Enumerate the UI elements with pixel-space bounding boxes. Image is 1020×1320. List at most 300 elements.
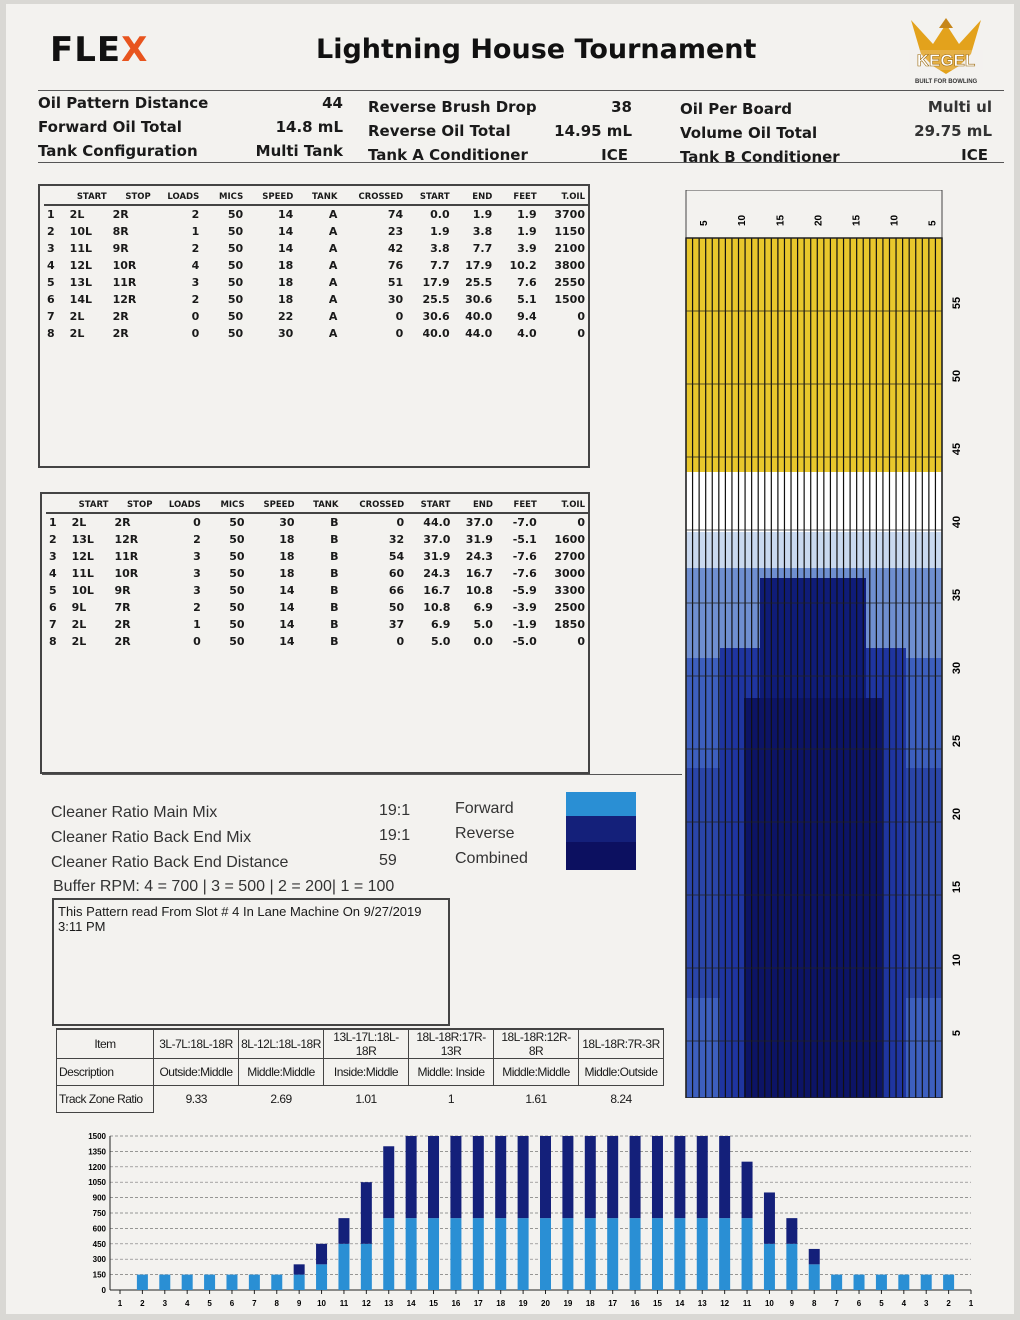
reverse-swatch	[566, 816, 636, 842]
bar-segment-reverse	[540, 1136, 551, 1218]
load-cell: 25.5	[465, 276, 493, 289]
track-zone-cell: Middle: Inside	[409, 1059, 494, 1086]
track-zone-row	[57, 1029, 664, 1059]
load-cell: 0	[396, 516, 405, 529]
load-cell: 40.0	[465, 310, 493, 323]
track-zone-cell: Middle:Outside	[579, 1059, 664, 1086]
load-cell: 31.9	[465, 533, 493, 546]
load-cell: 0	[395, 310, 404, 323]
load-row	[44, 325, 588, 342]
cleaner-value: 59	[379, 852, 397, 869]
load-cell: B	[330, 635, 339, 648]
load-cell: 17.9	[422, 276, 450, 289]
x-tick-label: 5	[879, 1299, 884, 1308]
load-row	[46, 531, 588, 548]
x-tick-label: 14	[406, 1299, 416, 1308]
header-divider	[38, 90, 1004, 91]
load-cell: 50	[227, 259, 244, 272]
bar-segment-forward	[182, 1275, 193, 1290]
bar-segment-reverse	[361, 1182, 372, 1244]
load-cell: -5.1	[512, 533, 537, 546]
load-cell: 5	[49, 584, 57, 597]
legend-label: Forward	[455, 800, 514, 817]
x-tick-label: 16	[451, 1299, 461, 1308]
bar-segment-forward	[361, 1244, 372, 1290]
distance-label: 15	[951, 880, 963, 894]
load-cell: 4	[47, 259, 55, 272]
load-cell: 22	[277, 310, 294, 323]
load-cell: 9.4	[517, 310, 537, 323]
bar-segment-forward	[652, 1218, 663, 1290]
load-cell: 2R	[114, 516, 131, 529]
svg-text:KEGEL: KEGEL	[916, 51, 976, 70]
param-value: ICE	[961, 146, 988, 164]
load-cell: 50	[227, 242, 244, 255]
pattern-note: This Pattern read From Slot # 4 In Lane Machine On 9/27/2019 3:11 PM	[52, 898, 450, 1026]
load-cell: 7.7	[472, 242, 493, 255]
load-cell: 0	[577, 516, 585, 529]
bar-segment-forward	[898, 1275, 909, 1290]
load-cell: 1	[191, 225, 200, 238]
load-cell: B	[330, 533, 339, 546]
bar-segment-forward	[159, 1275, 170, 1290]
x-tick-label: 8	[812, 1299, 817, 1308]
load-cell: 4.0	[517, 327, 537, 340]
x-tick-label: 11	[339, 1299, 349, 1308]
load-cell: 2	[191, 242, 200, 255]
load-cell: 8	[49, 635, 57, 648]
load-cell: 50	[229, 516, 245, 529]
load-cell: 3800	[554, 259, 585, 272]
load-cell: 3000	[554, 567, 585, 580]
load-cell: 0	[193, 516, 201, 529]
column-header: TANK	[296, 190, 340, 205]
bar-segment-forward	[854, 1275, 865, 1290]
load-cell: 2L	[71, 618, 87, 631]
x-tick-label: 19	[563, 1299, 573, 1308]
load-cell: 5.1	[517, 293, 537, 306]
param-label: Forward Oil Total	[38, 118, 182, 136]
load-cell: 14	[277, 208, 294, 221]
track-zone-cell: 2.69	[270, 1092, 292, 1107]
page-title: Lightning House Tournament	[316, 34, 757, 65]
bar-segment-reverse	[630, 1136, 641, 1218]
load-cell: 4	[49, 567, 57, 580]
board-label: 5	[927, 220, 939, 226]
load-cell: 3.8	[472, 225, 493, 238]
load-cell: 50	[229, 533, 245, 546]
load-cell: 54	[388, 550, 405, 563]
column-header: START	[67, 190, 110, 205]
bar-segment-forward	[876, 1275, 887, 1290]
load-cell: 44.0	[465, 327, 493, 340]
load-cell: 11R	[114, 550, 139, 563]
x-tick-label: 8	[274, 1299, 279, 1308]
load-cell: 2L	[69, 327, 85, 340]
load-cell: 0	[577, 327, 585, 340]
x-tick-label: 20	[541, 1299, 550, 1308]
load-cell: A	[328, 327, 338, 340]
combined-swatch	[566, 842, 636, 870]
distance-label: 30	[951, 661, 963, 675]
load-cell: 30.6	[465, 293, 493, 306]
x-tick-label: 6	[856, 1299, 862, 1308]
load-cell: 2R	[114, 635, 131, 648]
load-row	[44, 257, 588, 274]
load-cell: A	[328, 276, 338, 289]
load-cell: 14	[277, 225, 294, 238]
x-tick-label: 3	[162, 1299, 168, 1308]
load-cell: 6	[49, 601, 57, 614]
pattern-sheet	[6, 4, 1014, 1314]
x-tick-label: 12	[720, 1299, 730, 1308]
load-cell: 37.0	[465, 516, 493, 529]
bar-segment-reverse	[316, 1244, 327, 1265]
x-tick-label: 2	[140, 1299, 145, 1308]
bar-segment-forward	[674, 1218, 685, 1290]
distance-label: 45	[951, 442, 963, 456]
load-cell: 1.9	[517, 225, 537, 238]
bar-segment-reverse	[585, 1136, 596, 1218]
column-header	[44, 190, 67, 205]
load-cell: 12R	[112, 293, 137, 306]
column-header: LOADS	[154, 190, 202, 205]
load-cell: 50	[229, 635, 245, 648]
load-row	[46, 599, 588, 616]
load-cell: 25.5	[422, 293, 450, 306]
x-tick-label: 17	[608, 1299, 618, 1308]
bar-segment-forward	[294, 1275, 305, 1290]
load-cell: 9R	[114, 584, 131, 597]
track-zone-cell: 18L-18R:17R-13R	[409, 1029, 494, 1059]
y-tick-label: 750	[92, 1209, 106, 1218]
load-cell: 50	[227, 293, 244, 306]
load-cell: 2L	[69, 310, 85, 323]
load-cell: 16.7	[465, 567, 493, 580]
load-cell: 10L	[71, 584, 94, 597]
load-cell: 2500	[554, 601, 585, 614]
x-tick-label: 7	[834, 1299, 839, 1308]
load-cell: 3	[191, 276, 200, 289]
param-value: 44	[322, 94, 343, 112]
bar-segment-forward	[540, 1218, 551, 1290]
load-cell: 50	[229, 618, 245, 631]
distance-label: 35	[951, 588, 963, 602]
bar-segment-reverse	[742, 1162, 753, 1218]
load-cell: 30.6	[422, 310, 450, 323]
legend-label: Combined	[455, 850, 528, 867]
load-cell: B	[330, 516, 339, 529]
load-cell: 3.8	[430, 242, 450, 255]
load-cell: 50	[229, 601, 245, 614]
load-cell: 37.0	[423, 533, 451, 546]
load-cell: 18	[279, 533, 295, 546]
x-tick-label: 16	[630, 1299, 640, 1308]
y-tick-label: 300	[92, 1255, 106, 1265]
load-cell: -1.9	[512, 618, 537, 631]
x-tick-label: 15	[653, 1299, 662, 1308]
param-label: Oil Pattern Distance	[38, 94, 209, 112]
kegel-logo	[901, 14, 991, 92]
x-tick-label: 18	[496, 1299, 506, 1308]
x-tick-label: 2	[946, 1299, 951, 1308]
bar-segment-reverse	[764, 1192, 775, 1243]
distance-label: 10	[951, 953, 963, 967]
param-label: Reverse Oil Total	[368, 122, 511, 140]
bar-segment-reverse	[719, 1136, 730, 1218]
column-header: SPEED	[248, 498, 298, 513]
load-cell: 7	[47, 310, 55, 323]
load-cell: -7.6	[512, 567, 537, 580]
track-zone-cell: 13L-17L:18L-18R	[324, 1029, 409, 1059]
load-cell: 32	[388, 533, 405, 546]
track-zone-row	[57, 1059, 664, 1086]
load-cell: 11R	[112, 276, 137, 289]
load-cell: 8	[47, 327, 55, 340]
load-cell: 12L	[71, 550, 94, 563]
load-cell: 50	[388, 601, 405, 614]
bar-segment-forward	[316, 1264, 327, 1290]
track-zone-table	[56, 1028, 664, 1113]
param-label: Tank B Conditioner	[680, 148, 840, 166]
load-cell: 10.8	[465, 584, 493, 597]
load-cell: 31.9	[423, 550, 451, 563]
load-cell: 0	[191, 310, 200, 323]
forward-loads-table	[44, 190, 588, 342]
forward-only-zone	[686, 472, 942, 532]
cleaner-value: 19:1	[379, 802, 411, 819]
column-header: CROSSED	[342, 498, 408, 513]
kegel-tagline: BUILT FOR BOWLING	[915, 79, 978, 85]
param-label: Volume Oil Total	[680, 124, 818, 142]
bar-segment-forward	[450, 1218, 461, 1290]
load-row	[46, 513, 588, 531]
load-cell: 0	[396, 635, 405, 648]
bar-segment-forward	[428, 1218, 439, 1290]
param-value: 38	[611, 98, 632, 116]
load-row	[44, 274, 588, 291]
param-value: 14.8 mL	[275, 118, 343, 136]
bar-segment-forward	[809, 1264, 820, 1290]
board-label: 5	[699, 220, 711, 226]
x-tick-label: 10	[317, 1299, 327, 1308]
track-zone-cell: 8.24	[610, 1092, 632, 1107]
load-cell: 3	[47, 242, 55, 255]
load-cell: 76	[387, 259, 404, 272]
bar-segment-forward	[585, 1218, 596, 1290]
board-label: 15	[851, 214, 863, 226]
load-cell: 5	[47, 276, 55, 289]
y-tick-label: 600	[92, 1224, 106, 1234]
column-header: TANK	[298, 498, 342, 513]
load-cell: 2	[193, 533, 201, 546]
load-cell: 66	[388, 584, 405, 597]
x-tick-label: 18	[585, 1299, 595, 1308]
load-cell: 5.0	[430, 635, 451, 648]
bar-segment-reverse	[809, 1249, 820, 1264]
flex-logo: FLEX	[50, 30, 149, 70]
param-value: 14.95 mL	[554, 122, 632, 140]
reverse-loads-panel	[40, 492, 590, 774]
load-cell: 23	[387, 225, 404, 238]
load-cell: B	[330, 567, 339, 580]
load-cell: B	[330, 584, 339, 597]
load-cell: 2	[193, 601, 201, 614]
forward-swatch	[566, 792, 636, 816]
load-cell: 2R	[112, 310, 129, 323]
bar-segment-reverse	[697, 1136, 708, 1218]
load-cell: 30	[279, 516, 295, 529]
load-cell: 18	[279, 550, 295, 563]
bar-segment-forward	[473, 1218, 484, 1290]
track-zone-cell: 9.33	[185, 1092, 207, 1107]
load-cell: 1	[49, 516, 57, 529]
load-cell: 42	[387, 242, 404, 255]
load-cell: 3700	[554, 208, 585, 221]
load-cell: 50	[227, 208, 244, 221]
load-cell: 2L	[71, 635, 87, 648]
load-row	[44, 240, 588, 257]
bar-segment-forward	[137, 1275, 148, 1290]
column-header: START	[407, 498, 453, 513]
bar-segment-reverse	[652, 1136, 663, 1218]
cleaner-divider	[42, 774, 682, 775]
load-row	[46, 565, 588, 582]
lane-oil-graph	[680, 190, 980, 1098]
bar-segment-forward	[518, 1218, 529, 1290]
load-cell: 18	[279, 567, 295, 580]
y-tick-label: 1350	[88, 1147, 106, 1157]
load-cell: 1.9	[517, 208, 537, 221]
load-cell: 40.0	[422, 327, 450, 340]
column-header: MICS	[204, 498, 248, 513]
x-tick-label: 12	[361, 1299, 371, 1308]
y-tick-label: 0	[101, 1286, 106, 1295]
param-value: ICE	[601, 146, 628, 164]
x-tick-label: 13	[384, 1299, 394, 1308]
load-cell: 1850	[554, 618, 585, 631]
x-tick-label: 14	[675, 1299, 685, 1308]
cleaner-label: Cleaner Ratio Main Mix	[51, 804, 218, 821]
track-zone-cell: 3L-7L:18L-18R	[154, 1029, 239, 1059]
load-cell: 3300	[554, 584, 585, 597]
y-tick-label: 1500	[88, 1132, 106, 1141]
bar-segment-forward	[607, 1218, 618, 1290]
load-cell: 0.0	[473, 635, 493, 648]
bar-segment-forward	[719, 1218, 730, 1290]
load-cell: 2	[191, 293, 200, 306]
load-cell: 18	[277, 259, 294, 272]
board-label: 15	[775, 214, 787, 226]
load-cell: 18	[277, 293, 294, 306]
load-cell: 14	[279, 584, 295, 597]
y-tick-label: 900	[92, 1193, 106, 1203]
distance-label: 50	[951, 369, 963, 383]
load-row	[46, 582, 588, 599]
load-cell: 1600	[554, 533, 585, 546]
bar-segment-reverse	[674, 1136, 685, 1218]
board-label: 10	[889, 214, 901, 226]
bar-segment-forward	[630, 1218, 641, 1290]
y-tick-label: 150	[92, 1270, 106, 1280]
load-cell: 60	[388, 567, 405, 580]
bar-segment-forward	[562, 1218, 573, 1290]
load-cell: 14	[279, 635, 295, 648]
load-row	[44, 308, 588, 325]
load-cell: 2	[47, 225, 55, 238]
load-cell: 10.8	[423, 601, 451, 614]
x-tick-label: 10	[764, 1299, 774, 1308]
reverse-loads-table	[46, 498, 588, 650]
load-cell: 11L	[69, 242, 92, 255]
buffer-rpm: Buffer RPM: 4 = 700 | 3 = 500 | 2 = 200| 1 = 100	[53, 878, 395, 895]
load-cell: 2L	[71, 516, 87, 529]
x-tick-label: 5	[207, 1299, 212, 1308]
bar-segment-forward	[742, 1218, 753, 1290]
load-cell: 37	[388, 618, 405, 631]
cleaner-label: Cleaner Ratio Back End Mix	[51, 829, 252, 846]
load-cell: 0	[395, 327, 404, 340]
bar-segment-forward	[271, 1275, 282, 1290]
load-cell: 74	[387, 208, 404, 221]
forward-loads-panel	[38, 184, 590, 468]
load-cell: 0	[577, 635, 585, 648]
load-cell: 30	[277, 327, 294, 340]
load-row	[46, 633, 588, 650]
load-cell: 2	[49, 533, 57, 546]
load-cell: 3	[193, 550, 201, 563]
column-header: FEET	[495, 190, 539, 205]
x-tick-label: 15	[429, 1299, 438, 1308]
param-value: 29.75 mL	[914, 122, 992, 140]
load-cell: 2100	[554, 242, 585, 255]
load-cell: -7.0	[512, 516, 537, 529]
param-value: Multi ul	[927, 98, 992, 116]
load-cell: 2700	[554, 550, 585, 563]
load-cell: 7.6	[517, 276, 537, 289]
load-cell: 13L	[69, 276, 92, 289]
column-header: FEET	[496, 498, 540, 513]
load-cell: 12R	[114, 533, 139, 546]
load-cell: 0	[191, 327, 200, 340]
load-row	[44, 291, 588, 308]
params-col-3	[680, 98, 992, 164]
bar-segment-reverse	[338, 1218, 349, 1244]
column-header: T.OIL	[540, 498, 588, 513]
load-cell: 2550	[554, 276, 585, 289]
column-header: MICS	[202, 190, 246, 205]
params-col-2	[368, 96, 632, 162]
param-label: Oil Per Board	[680, 100, 793, 118]
track-zone-cell: Middle:Middle	[494, 1059, 579, 1086]
load-cell: 4	[191, 259, 200, 272]
load-cell: -7.6	[512, 550, 537, 563]
x-tick-label: 6	[229, 1299, 235, 1308]
x-tick-label: 13	[697, 1299, 707, 1308]
column-header: END	[453, 498, 496, 513]
bar-segment-reverse	[518, 1136, 529, 1218]
track-zone-cell: 1.01	[355, 1092, 377, 1107]
load-cell: 2R	[112, 327, 129, 340]
bar-segment-forward	[406, 1218, 417, 1290]
load-cell: 10.2	[509, 259, 537, 272]
bar-segment-reverse	[607, 1136, 618, 1218]
track-zone-cell: 1	[447, 1092, 455, 1107]
load-cell: 50	[227, 310, 244, 323]
track-zone-cell: Inside:Middle	[324, 1059, 409, 1086]
column-header: END	[453, 190, 496, 205]
load-cell: 51	[387, 276, 404, 289]
